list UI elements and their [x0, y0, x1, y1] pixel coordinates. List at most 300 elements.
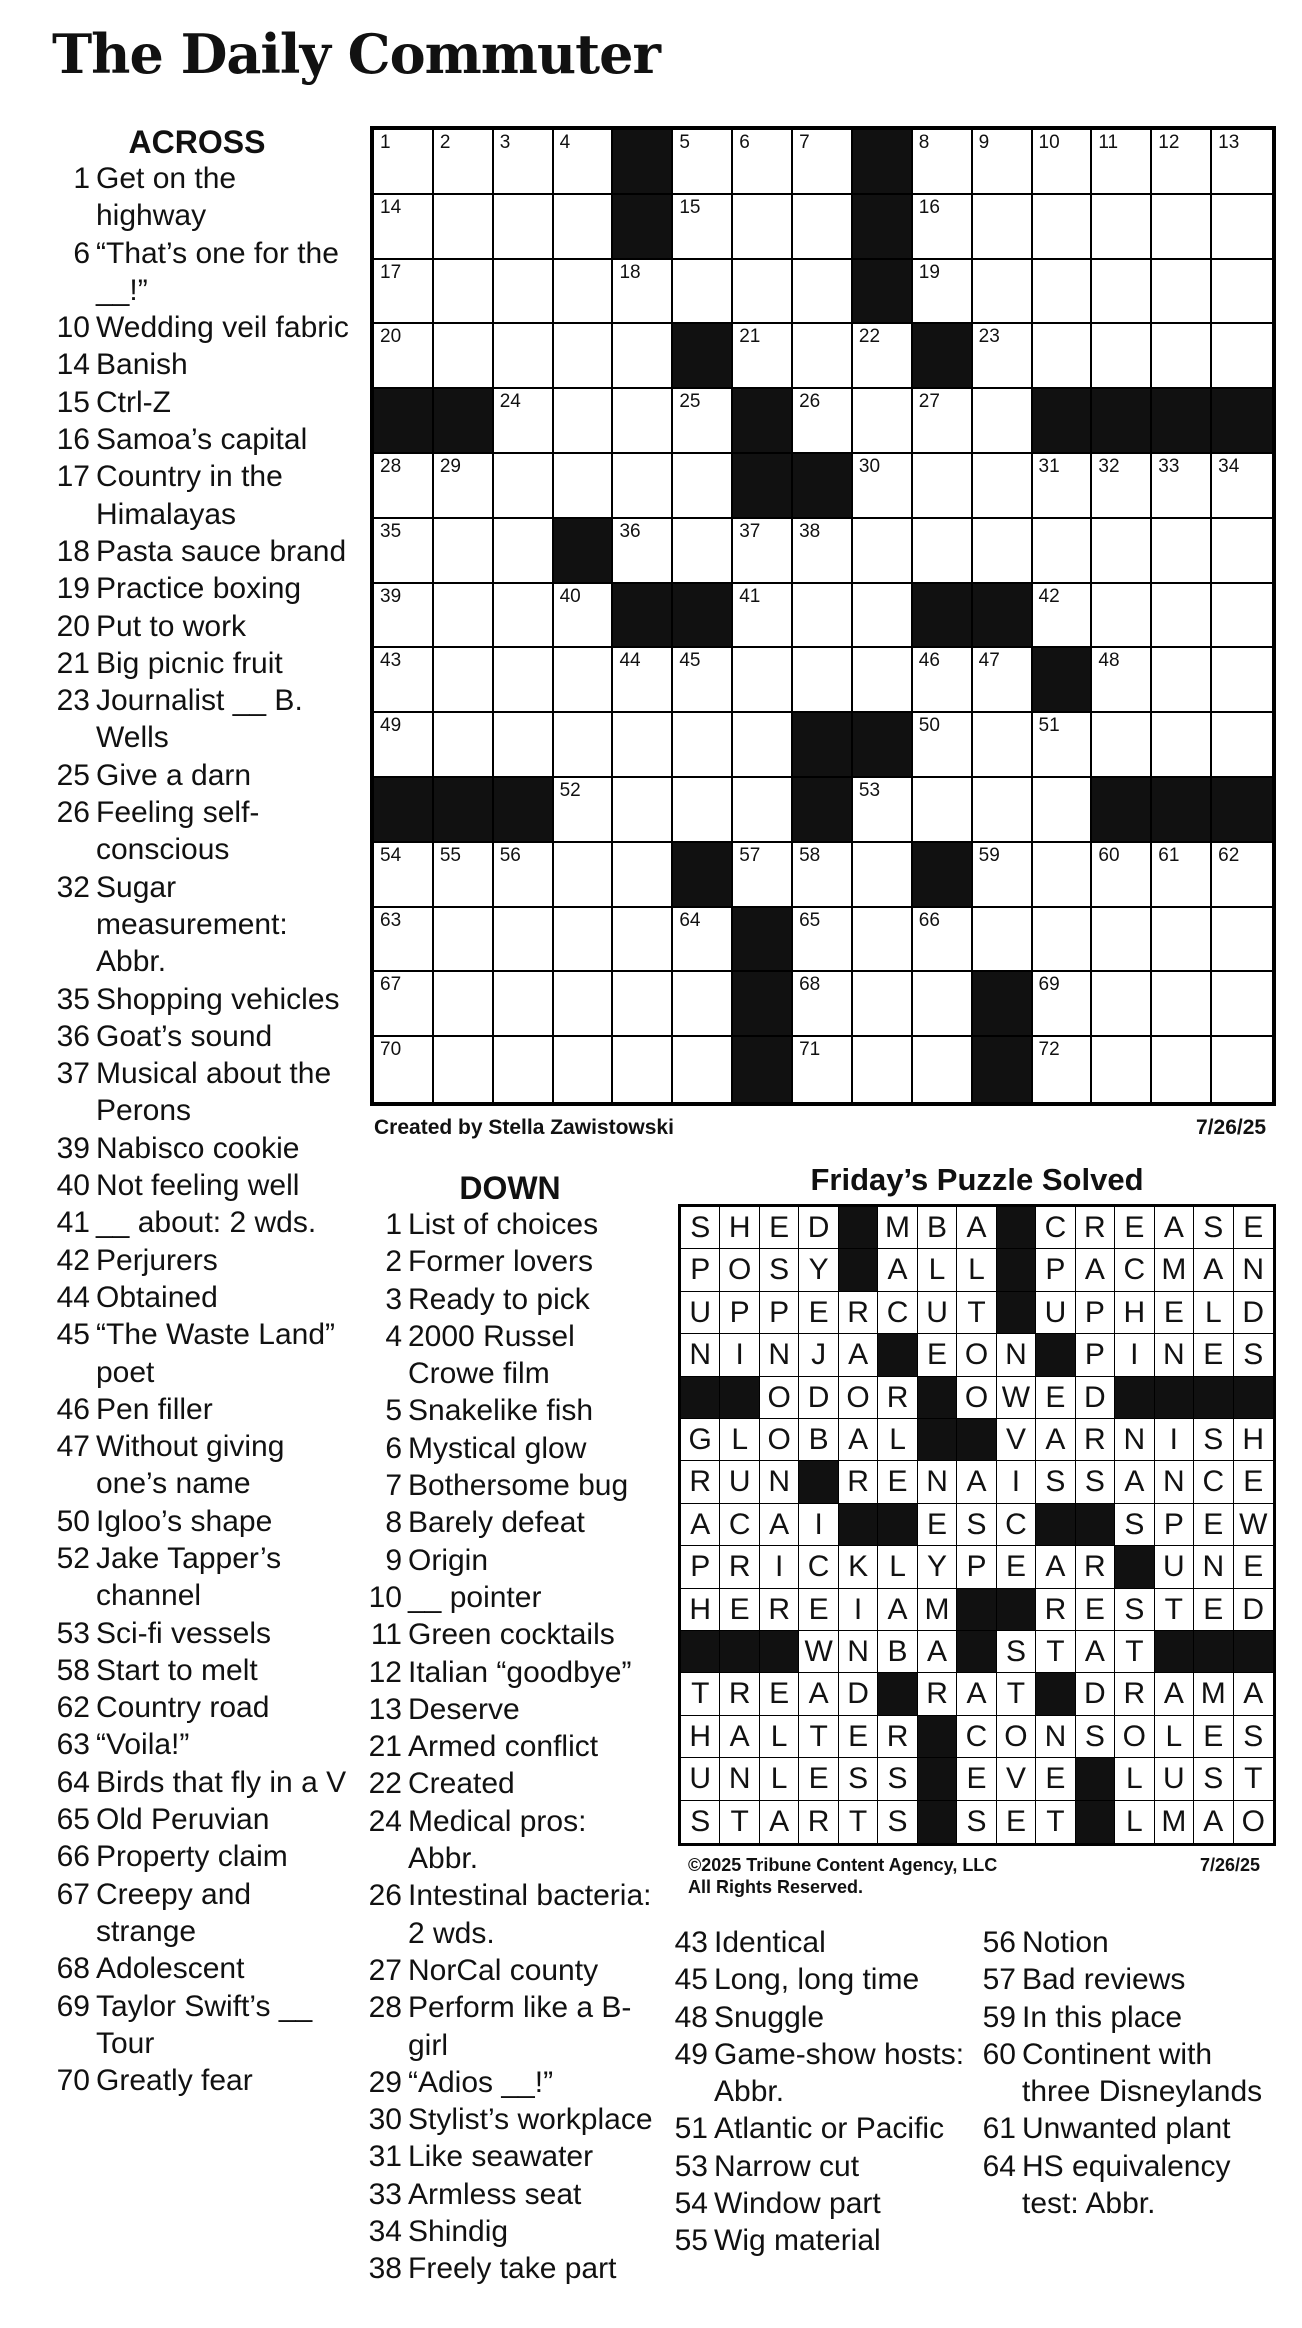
grid-cell[interactable]	[733, 843, 793, 908]
grid-cell[interactable]	[1092, 1037, 1152, 1102]
grid-cell[interactable]	[853, 454, 913, 519]
solution-letter: B	[918, 1207, 957, 1249]
down-clue-number: 26	[368, 1879, 402, 1913]
solution-letter: T	[957, 1292, 996, 1334]
solution-letter: E	[1076, 1589, 1115, 1631]
solution-grid	[678, 1204, 1276, 1846]
grid-cell[interactable]	[494, 713, 554, 778]
grid-cell[interactable]	[374, 1037, 434, 1102]
grid-cell[interactable]	[434, 972, 494, 1037]
across-clue-number: 44	[56, 1280, 90, 1314]
across-clue-number: 17	[56, 460, 90, 494]
down-clue-number: 60	[982, 2037, 1016, 2071]
grid-cell[interactable]	[1212, 324, 1272, 389]
grid-cell[interactable]	[1033, 972, 1093, 1037]
grid-cell[interactable]	[1092, 195, 1152, 260]
solution-letter: S	[760, 1249, 799, 1291]
grid-cell[interactable]	[494, 519, 554, 584]
grid-cell[interactable]	[374, 843, 434, 908]
grid-cell[interactable]	[793, 130, 853, 195]
grid-cell[interactable]	[1092, 908, 1152, 973]
down-clue	[362, 1579, 662, 1616]
down-clue-text: Atlantic or Pacific	[714, 2112, 945, 2146]
grid-cell[interactable]	[793, 908, 853, 973]
grid-cell[interactable]	[1033, 1037, 1093, 1102]
grid-cell[interactable]	[673, 908, 733, 973]
grid-cell[interactable]	[494, 908, 554, 973]
solution-letter: D	[1076, 1673, 1115, 1715]
grid-cell[interactable]	[1033, 454, 1093, 519]
grid-cell[interactable]	[554, 130, 614, 195]
solution-letter: A	[1036, 1546, 1075, 1588]
solution-letter: R	[839, 1292, 878, 1334]
grid-cell[interactable]	[434, 454, 494, 519]
grid-cell[interactable]	[494, 972, 554, 1037]
grid-cell[interactable]	[913, 454, 973, 519]
grid-cell[interactable]	[1212, 260, 1272, 325]
grid-cell[interactable]	[374, 260, 434, 325]
grid-cell[interactable]	[793, 1037, 853, 1102]
grid-cell[interactable]	[733, 713, 793, 778]
grid-cell[interactable]	[973, 454, 1033, 519]
solution-black-square	[1115, 1546, 1154, 1588]
solution-black-square	[957, 1419, 996, 1461]
down-clue	[980, 1961, 1276, 1998]
grid-cell[interactable]	[1212, 843, 1272, 908]
across-clue	[52, 309, 352, 346]
black-square	[434, 778, 494, 843]
grid-cell[interactable]	[673, 260, 733, 325]
grid-cell[interactable]	[613, 324, 673, 389]
grid-cell[interactable]	[554, 713, 614, 778]
grid-cell[interactable]	[733, 260, 793, 325]
grid-cell[interactable]	[733, 778, 793, 843]
black-square	[733, 454, 793, 519]
across-clue	[52, 384, 352, 421]
grid-cell[interactable]	[853, 584, 913, 649]
grid-cell[interactable]	[913, 1037, 973, 1102]
grid-cell[interactable]	[494, 324, 554, 389]
grid-cell[interactable]	[733, 584, 793, 649]
down-clue-text: Snuggle	[714, 2000, 825, 2034]
grid-cell[interactable]	[733, 130, 793, 195]
grid-cell[interactable]	[374, 324, 434, 389]
grid-cell[interactable]	[1212, 584, 1272, 649]
grid-cell[interactable]	[374, 713, 434, 778]
cell-number: 49	[380, 715, 402, 737]
grid-cell[interactable]	[853, 648, 913, 713]
grid-cell[interactable]	[613, 454, 673, 519]
grid-cell[interactable]	[1212, 519, 1272, 584]
grid-cell[interactable]	[1092, 648, 1152, 713]
across-clue-text: “That’s one for the __!”	[96, 236, 339, 307]
grid-cell[interactable]	[554, 324, 614, 389]
down-clue-number: 54	[674, 2187, 708, 2221]
grid-cell[interactable]	[613, 972, 673, 1037]
grid-cell[interactable]	[1152, 195, 1212, 260]
grid-cell[interactable]	[613, 1037, 673, 1102]
grid-cell[interactable]	[1092, 454, 1152, 519]
solution-letter: U	[681, 1758, 720, 1800]
solution-black-square	[1155, 1377, 1194, 1419]
down-clue-text: __ pointer	[408, 1580, 542, 1614]
grid-cell[interactable]	[1033, 713, 1093, 778]
grid-cell[interactable]	[1212, 648, 1272, 713]
grid-cell[interactable]	[793, 389, 853, 454]
grid-cell[interactable]	[853, 908, 913, 973]
cell-number: 68	[799, 974, 821, 996]
grid-cell[interactable]	[673, 713, 733, 778]
grid-cell[interactable]	[374, 519, 434, 584]
grid-cell[interactable]	[793, 584, 853, 649]
across-clue	[52, 458, 352, 533]
down-clue	[672, 2110, 972, 2147]
grid-cell[interactable]	[793, 843, 853, 908]
grid-cell[interactable]	[434, 324, 494, 389]
grid-cell[interactable]	[494, 648, 554, 713]
grid-cell[interactable]	[613, 389, 673, 454]
grid-cell[interactable]	[1152, 972, 1212, 1037]
grid-cell[interactable]	[1033, 908, 1093, 973]
grid-cell[interactable]	[1033, 324, 1093, 389]
grid-cell[interactable]	[793, 519, 853, 584]
solution-letter: E	[1234, 1461, 1273, 1503]
across-clue	[52, 346, 352, 383]
grid-cell[interactable]	[1212, 1037, 1272, 1102]
grid-cell[interactable]	[374, 584, 434, 649]
grid-cell[interactable]	[1152, 648, 1212, 713]
grid-cell[interactable]	[1092, 130, 1152, 195]
grid-cell[interactable]	[613, 713, 673, 778]
solution-letter: H	[1234, 1419, 1273, 1461]
grid-cell[interactable]	[1212, 195, 1272, 260]
grid-cell[interactable]	[673, 195, 733, 260]
grid-cell[interactable]	[793, 260, 853, 325]
grid-cell[interactable]	[733, 648, 793, 713]
cell-number: 1	[380, 132, 391, 153]
down-clue-number: 28	[368, 1991, 402, 2025]
grid-cell[interactable]	[1152, 1037, 1212, 1102]
cell-number: 59	[978, 844, 1000, 866]
grid-cell[interactable]	[1033, 195, 1093, 260]
grid-cell[interactable]	[853, 389, 913, 454]
grid-cell[interactable]	[1033, 843, 1093, 908]
cell-number: 30	[858, 456, 881, 477]
grid-cell[interactable]	[494, 389, 554, 454]
across-clue	[52, 645, 352, 682]
solution-black-square	[918, 1716, 957, 1758]
cell-number: 40	[559, 585, 581, 607]
across-clue	[52, 1391, 352, 1428]
grid-cell[interactable]	[1152, 454, 1212, 519]
solution-black-square	[918, 1801, 957, 1843]
solution-letter: A	[1036, 1419, 1075, 1461]
cell-number: 12	[1158, 132, 1180, 153]
solution-letter: E	[720, 1589, 759, 1631]
down-clue-text: HS equivalency test: Abbr.	[1022, 2149, 1231, 2221]
grid-cell[interactable]	[1212, 713, 1272, 778]
grid-cell[interactable]	[973, 260, 1033, 325]
grid-cell[interactable]	[793, 648, 853, 713]
grid-cell[interactable]	[913, 519, 973, 584]
cell-number: 5	[679, 132, 690, 153]
cell-number: 57	[739, 844, 761, 866]
solution-letter: I	[1115, 1334, 1154, 1376]
down-clue-text: Intestinal bacteria: 2 wds.	[408, 1879, 652, 1950]
cell-number: 14	[380, 196, 402, 218]
down-clue-text: Former lovers	[408, 1245, 594, 1279]
grid-cell[interactable]	[1152, 713, 1212, 778]
solution-letter: A	[720, 1716, 759, 1758]
grid-cell[interactable]	[434, 908, 494, 973]
cell-number: 48	[1098, 650, 1120, 672]
grid-cell[interactable]	[434, 584, 494, 649]
grid-cell[interactable]	[434, 519, 494, 584]
grid-cell[interactable]	[613, 648, 673, 713]
grid-cell[interactable]	[913, 972, 973, 1037]
grid-cell[interactable]	[673, 778, 733, 843]
solution-letter: L	[957, 1249, 996, 1291]
grid-cell[interactable]	[1092, 519, 1152, 584]
grid-cell[interactable]	[1033, 519, 1093, 584]
grid-cell[interactable]	[913, 389, 973, 454]
grid-cell[interactable]	[374, 130, 434, 195]
grid-cell[interactable]	[973, 389, 1033, 454]
grid-cell[interactable]	[494, 1037, 554, 1102]
grid-cell[interactable]	[913, 778, 973, 843]
grid-cell[interactable]	[973, 648, 1033, 713]
down-clue-text: Bothersome bug	[408, 1469, 629, 1503]
down-clue	[362, 1803, 662, 1878]
grid-cell[interactable]	[374, 972, 434, 1037]
grid-cell[interactable]	[793, 324, 853, 389]
solution-letter: C	[1194, 1461, 1233, 1503]
grid-cell[interactable]	[434, 1037, 494, 1102]
grid-cell[interactable]	[973, 778, 1033, 843]
across-clue-text: Not feeling well	[96, 1169, 300, 1203]
grid-cell[interactable]	[973, 324, 1033, 389]
grid-cell[interactable]	[1033, 778, 1093, 843]
grid-cell[interactable]	[434, 713, 494, 778]
solution-black-square	[1194, 1377, 1233, 1419]
grid-cell[interactable]	[613, 519, 673, 584]
grid-cell[interactable]	[494, 260, 554, 325]
black-square	[1212, 778, 1272, 843]
down-clue-number: 33	[368, 2177, 402, 2211]
solution-letter: M	[1155, 1801, 1194, 1843]
grid-cell[interactable]	[673, 519, 733, 584]
grid-cell[interactable]	[1212, 454, 1272, 519]
grid-cell[interactable]	[494, 195, 554, 260]
cell-number: 60	[1098, 844, 1120, 866]
grid-cell[interactable]	[1152, 260, 1212, 325]
solution-letter: A	[799, 1673, 838, 1715]
down-clue-text: Ready to pick	[408, 1282, 590, 1316]
grid-cell[interactable]	[613, 260, 673, 325]
grid-cell[interactable]	[613, 843, 673, 908]
grid-cell[interactable]	[1092, 584, 1152, 649]
cell-number: 23	[978, 326, 1000, 348]
across-clue	[52, 1130, 352, 1167]
grid-cell[interactable]	[673, 1037, 733, 1102]
down-clue	[362, 2213, 662, 2250]
grid-cell[interactable]	[374, 454, 434, 519]
grid-cell[interactable]	[374, 908, 434, 973]
black-square	[853, 713, 913, 778]
grid-cell[interactable]	[1212, 972, 1272, 1037]
down-clue-number: 30	[368, 2103, 402, 2137]
grid-cell[interactable]	[554, 1037, 614, 1102]
grid-cell[interactable]	[1152, 324, 1212, 389]
grid-cell[interactable]	[613, 778, 673, 843]
grid-cell[interactable]	[1152, 908, 1212, 973]
grid-cell[interactable]	[554, 972, 614, 1037]
grid-cell[interactable]	[973, 130, 1033, 195]
across-clue-number: 47	[56, 1430, 90, 1464]
down-clue-number: 45	[674, 1963, 708, 1997]
grid-cell[interactable]	[1152, 130, 1212, 195]
grid-cell[interactable]	[673, 389, 733, 454]
grid-cell[interactable]	[1092, 713, 1152, 778]
grid-cell[interactable]	[733, 519, 793, 584]
grid-cell[interactable]	[613, 908, 673, 973]
grid-cell[interactable]	[554, 843, 614, 908]
grid-cell[interactable]	[1092, 972, 1152, 1037]
solution-black-square	[1036, 1504, 1075, 1546]
solution-letter: O	[1234, 1801, 1273, 1843]
solution-black-square	[918, 1377, 957, 1419]
grid-cell[interactable]	[733, 324, 793, 389]
grid-cell[interactable]	[1152, 519, 1212, 584]
cell-number: 64	[679, 909, 701, 931]
down-clue-text: Perform like a B-girl	[408, 1991, 632, 2062]
grid-cell[interactable]	[554, 454, 614, 519]
grid-cell[interactable]	[494, 454, 554, 519]
grid-cell[interactable]	[853, 519, 913, 584]
down-clue-text: Notion	[1022, 1926, 1109, 1959]
cell-number: 27	[918, 391, 940, 413]
solution-letter: W	[997, 1377, 1036, 1419]
crossword-grid[interactable]	[370, 126, 1276, 1106]
grid-cell[interactable]	[554, 778, 614, 843]
grid-cell[interactable]	[673, 130, 733, 195]
grid-cell[interactable]	[1033, 130, 1093, 195]
grid-cell[interactable]	[434, 260, 494, 325]
black-square	[733, 1037, 793, 1102]
grid-cell[interactable]	[1033, 584, 1093, 649]
cell-number: 38	[799, 520, 821, 542]
grid-cell[interactable]	[973, 908, 1033, 973]
solution-letter: T	[1155, 1589, 1194, 1631]
grid-cell[interactable]	[1212, 908, 1272, 973]
grid-cell[interactable]	[853, 843, 913, 908]
down-clue	[362, 1989, 662, 2064]
across-clue	[52, 421, 352, 458]
grid-cell[interactable]	[494, 584, 554, 649]
cell-number: 33	[1158, 456, 1180, 477]
solution-letter: D	[1234, 1589, 1273, 1631]
solution-letter: L	[1155, 1716, 1194, 1758]
grid-cell[interactable]	[1152, 584, 1212, 649]
solution-letter: N	[997, 1334, 1036, 1376]
grid-cell[interactable]	[1092, 260, 1152, 325]
solution-letter: A	[1155, 1207, 1194, 1249]
across-clue	[52, 608, 352, 645]
grid-cell[interactable]	[673, 454, 733, 519]
grid-cell[interactable]	[1033, 260, 1093, 325]
grid-cell[interactable]	[913, 260, 973, 325]
grid-cell[interactable]	[793, 195, 853, 260]
grid-cell[interactable]	[554, 908, 614, 973]
grid-cell[interactable]	[434, 130, 494, 195]
grid-cell[interactable]	[554, 648, 614, 713]
down-clue	[362, 1206, 662, 1243]
grid-cell[interactable]	[554, 584, 614, 649]
grid-cell[interactable]	[673, 648, 733, 713]
grid-cell[interactable]	[973, 843, 1033, 908]
grid-cell[interactable]	[1092, 324, 1152, 389]
grid-cell[interactable]	[494, 843, 554, 908]
black-square	[973, 972, 1033, 1037]
grid-cell[interactable]	[434, 648, 494, 713]
grid-cell[interactable]	[853, 1037, 913, 1102]
grid-cell[interactable]	[913, 908, 973, 973]
down-clue-number: 43	[674, 1926, 708, 1959]
grid-cell[interactable]	[733, 195, 793, 260]
grid-cell[interactable]	[853, 324, 913, 389]
grid-cell[interactable]	[973, 195, 1033, 260]
down-clue-text: Freely take part	[408, 2252, 617, 2286]
solution-black-square	[1036, 1334, 1075, 1376]
grid-cell[interactable]	[434, 843, 494, 908]
cell-number: 71	[799, 1039, 821, 1061]
cell-number: 21	[739, 326, 761, 348]
across-clue-text: Pen filler	[96, 1392, 213, 1426]
solution-letter: G	[681, 1419, 720, 1461]
down-clue-number: 31	[368, 2140, 402, 2174]
grid-cell[interactable]	[554, 260, 614, 325]
solution-letter: S	[1036, 1461, 1075, 1503]
grid-cell[interactable]	[1212, 130, 1272, 195]
grid-cell[interactable]	[853, 778, 913, 843]
grid-cell[interactable]	[554, 195, 614, 260]
grid-cell[interactable]	[793, 972, 853, 1037]
across-clue-number: 35	[56, 982, 90, 1016]
grid-cell[interactable]	[973, 519, 1033, 584]
grid-cell[interactable]	[554, 389, 614, 454]
grid-cell[interactable]	[434, 195, 494, 260]
grid-cell[interactable]	[913, 130, 973, 195]
grid-cell[interactable]	[853, 972, 913, 1037]
grid-cell[interactable]	[913, 648, 973, 713]
cell-number: 2	[439, 132, 451, 153]
grid-cell[interactable]	[913, 713, 973, 778]
grid-cell[interactable]	[1092, 843, 1152, 908]
grid-cell[interactable]	[973, 713, 1033, 778]
grid-cell[interactable]	[673, 972, 733, 1037]
cell-number: 17	[380, 261, 402, 283]
solution-letter: C	[957, 1716, 996, 1758]
grid-cell[interactable]	[913, 195, 973, 260]
grid-cell[interactable]	[374, 195, 434, 260]
grid-cell[interactable]	[1152, 843, 1212, 908]
across-clue	[52, 1801, 352, 1838]
grid-cell[interactable]	[494, 130, 554, 195]
down-clue-text: Green cocktails	[408, 1618, 615, 1652]
down-clue-text: Armed conflict	[408, 1730, 599, 1764]
grid-cell[interactable]	[374, 648, 434, 713]
across-clue	[52, 1689, 352, 1726]
